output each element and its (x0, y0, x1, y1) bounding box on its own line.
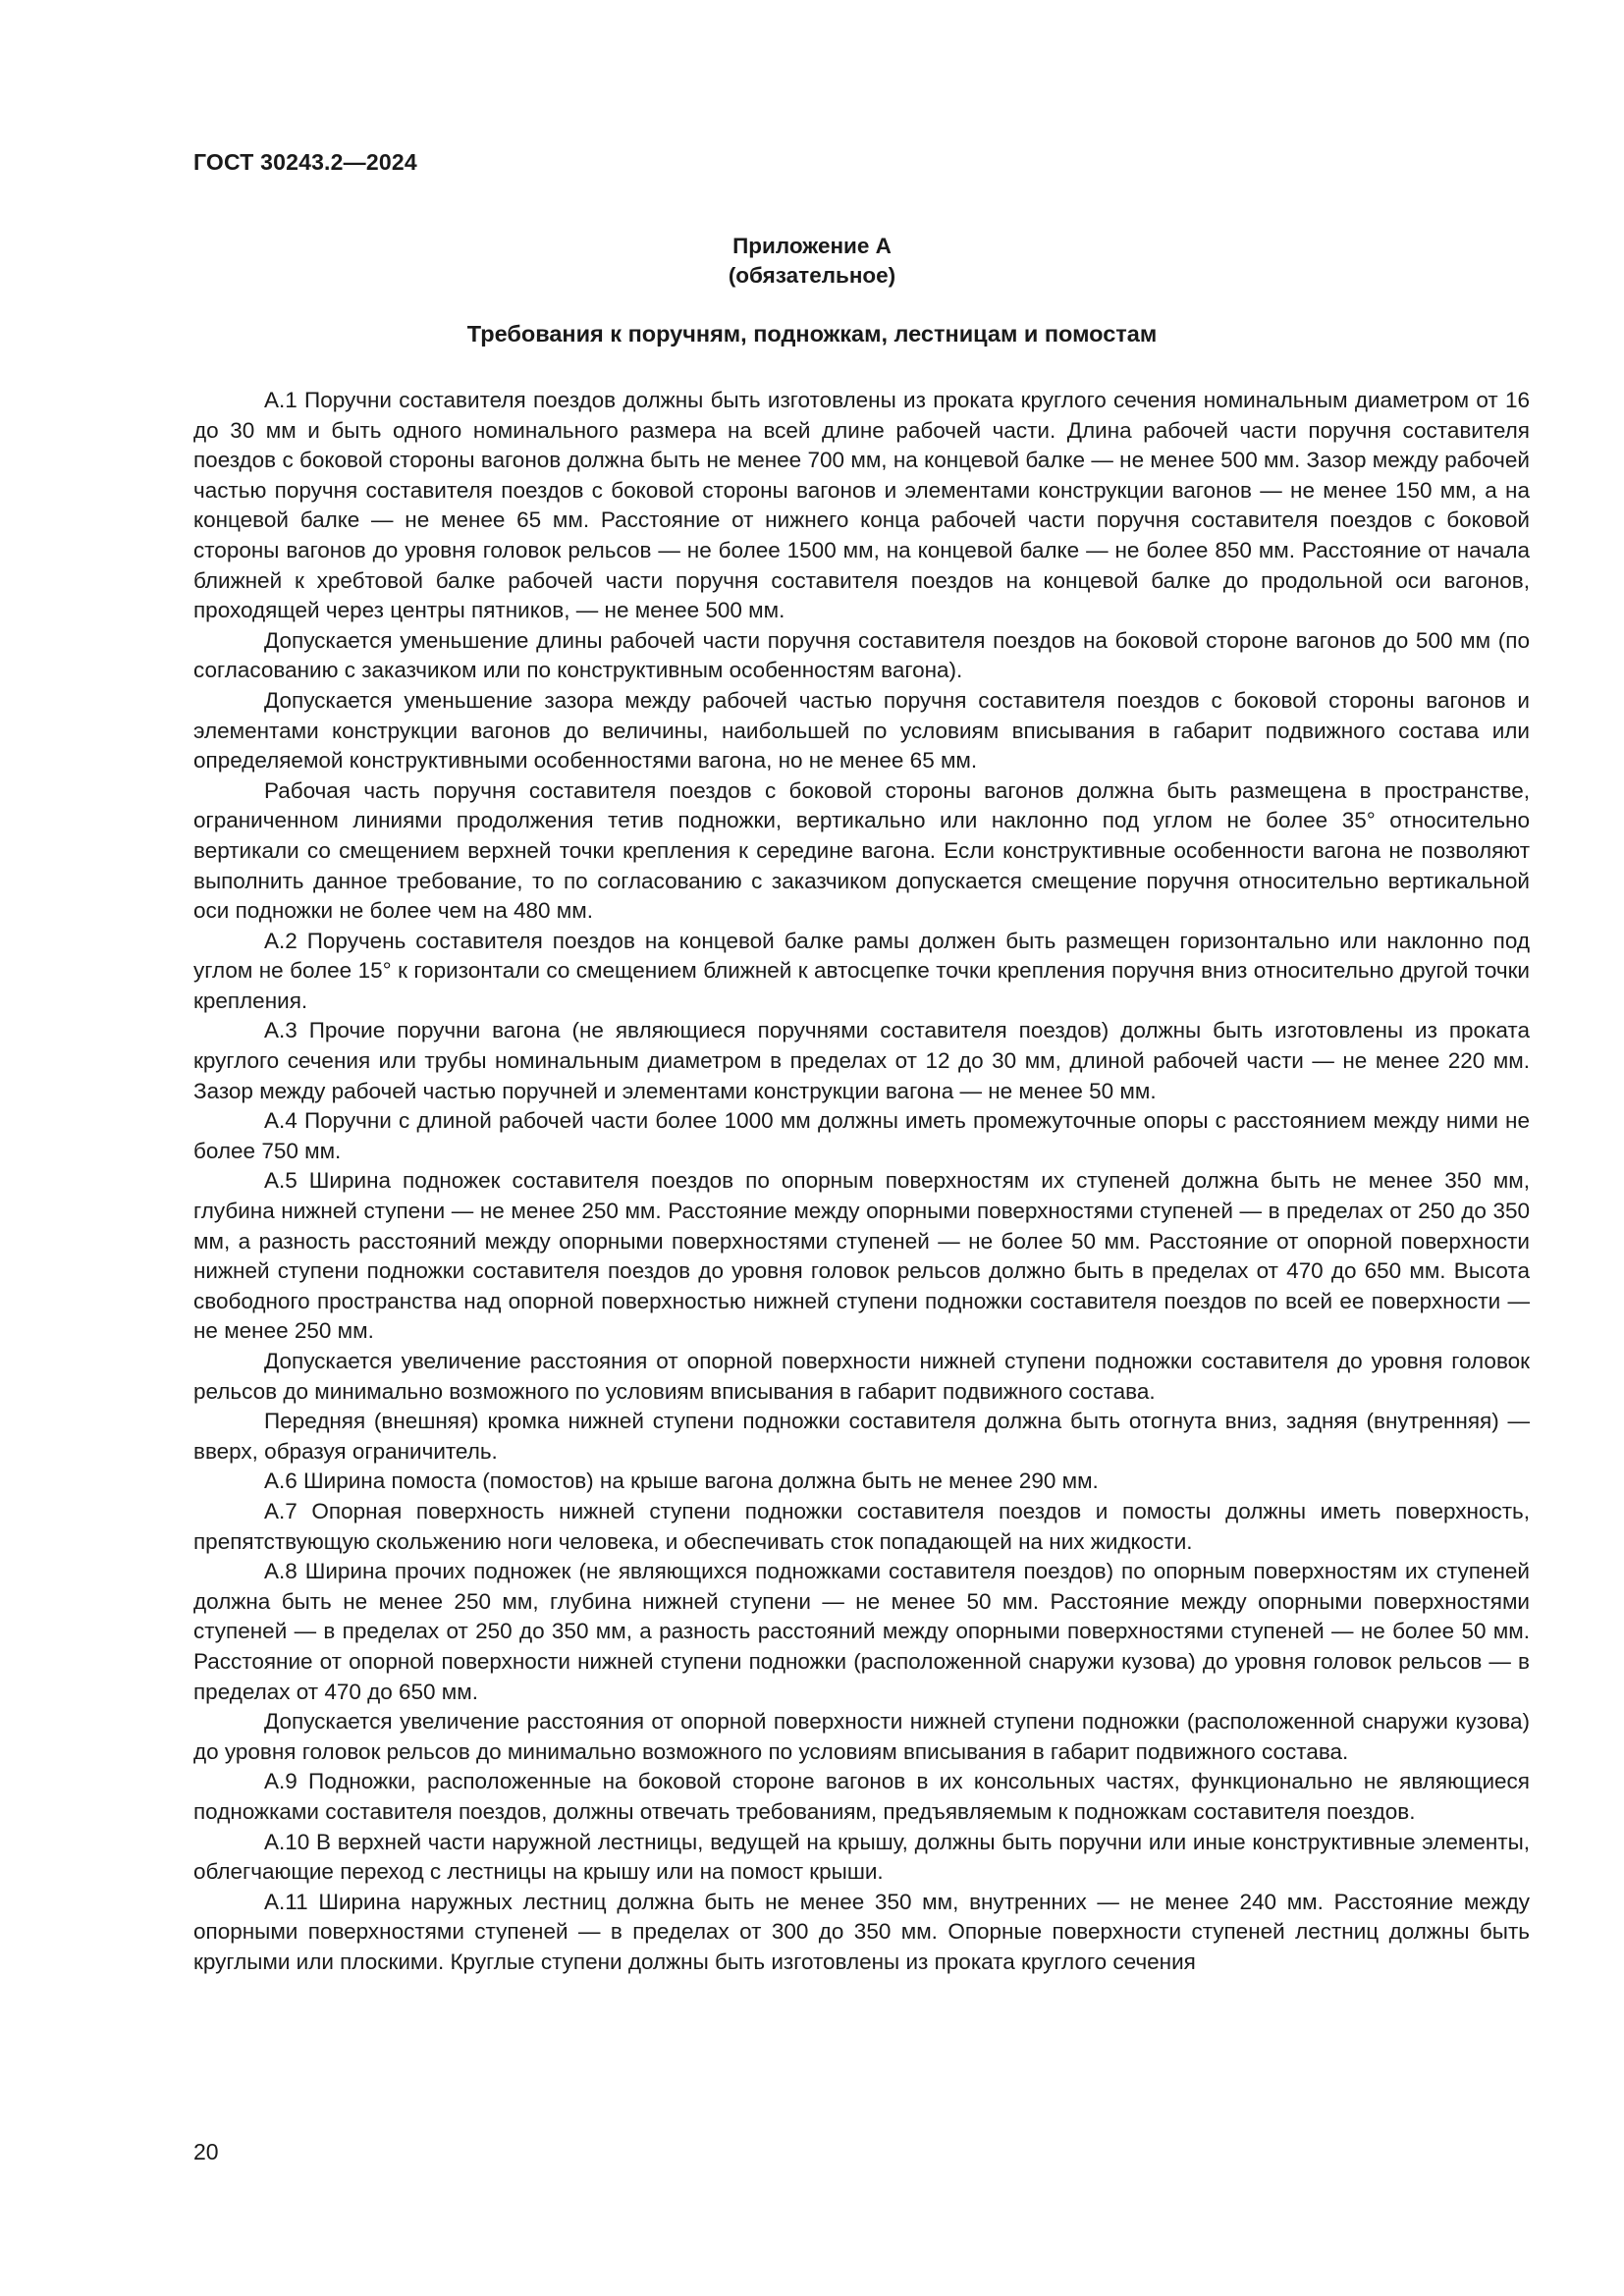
paragraph-a1-note-2: Допускается уменьшение зазора между рабочей частью поручня составителя поездов с боковой стороны вагонов и элементами конструкции вагонов до величины, наибольшей по условиям вписывания в габарит подвижного состава или определяемой конструктивными особенностями вагона, но не менее 65 мм. (193, 687, 1530, 774)
paragraph-a3: А.3 Прочие поручни вагона (не являющиеся поручнями составителя поездов) должны быть изготовлены из проката круглого сечения или трубы номинальным диаметром в пределах от 12 до 30 мм, длиной рабочей части — не менее 220 мм. Зазор между рабочей частью поручней и элементами конструкции вагона — не менее 50 мм. (193, 1018, 1530, 1103)
paragraph-a1: А.1 Поручни составителя поездов должны быть изготовлены из проката круглого сечения номинальным диаметром от 16 до 30 мм и быть одного номинального размера на всей длине рабочей части. Длина рабочей части поручня составителя поездов с боковой стороны вагонов должна быть не менее 700 мм, на концевой балке — не менее 500 мм. Зазор между рабочей частью поручня составителя поездов с боковой стороны вагонов и элементами конструкции вагонов — не менее 150 мм, а на концевой балке — не менее 65 мм. Расстояние от нижнего конца рабочей части поручня составителя поездов с боковой стороны вагонов до уровня головок рельсов — не более 1500 мм, на концевой балке — не более 850 мм. Расстояние от начала ближней к хребтовой балке рабочей части поручня составителя поездов на концевой балке до продольной оси вагонов, проходящей через центры пятников, — не менее 500 мм. (193, 388, 1530, 623)
appendix-title: Требования к поручням, подножкам, лестницам и помостам (466, 321, 1158, 347)
paragraph-a10: А.10 В верхней части наружной лестницы, ведущей на крышу, должны быть поручни или иные конструктивные элементы, облегчающие переход с лестницы на крышу или на помост крыши. (193, 1829, 1530, 1885)
paragraph-a1-note-1: Допускается уменьшение длины рабочей части поручня составителя поездов на боковой стороне вагонов до 500 мм (по согласованию с заказчиком или по конструктивным особенностям вагона). (193, 627, 1530, 683)
paragraph-a5-note-1: Допускается увеличение расстояния от опорной поверхности нижней ступени подножки составителя до уровня головок рельсов до минимально возможного по условиям вписывания в габарит подвижного состава. (193, 1349, 1530, 1404)
document-code: ГОСТ 30243.2—2024 (193, 149, 417, 175)
paragraph-a11: А.11 Ширина наружных лестниц должна быть не менее 350 мм, внутренних — не менее 240 мм. Расстояние между опорными поверхностями ступеней — в пределах от 300 до 350 мм. Опорные поверхности ступеней лестниц должны быть круглыми или плоскими. Круглые ступени должны быть изготовлены из проката круглого сечения (193, 1889, 1530, 1974)
paragraph-a8: А.8 Ширина прочих подножек (не являющихся подножками составителя поездов) по опорным поверхностям их ступеней должна быть не менее 250 мм, глубина нижней ступени — не менее 50 мм. Расстояние между опорными поверхностями ступеней — в пределах от 250 до 350 мм, а разность расстояний между опорными поверхностями ступеней — не более 50 мм. Расстояние от опорной поверхности нижней ступени подножки (расположенной снаружи кузова) до уровня головок рельсов — в пределах от 470 до 650 мм. (193, 1559, 1530, 1704)
paragraph-a4: А.4 Поручни с длиной рабочей части более 1000 мм должны иметь промежуточные опоры с расстоянием между ними не более 750 мм. (193, 1108, 1530, 1163)
body-text (193, 386, 1530, 1977)
appendix-status: (обязательное) (728, 263, 896, 288)
page-number: 20 (193, 2139, 219, 2164)
paragraph-a9: А.9 Подножки, расположенные на боковой стороне вагонов в их консольных частях, функционально не являющиеся подножками составителя поездов, должны отвечать требованиям, предъявляемым к подножкам составителя поездов. (193, 1769, 1530, 1824)
paragraph-a2: А.2 Поручень составителя поездов на концевой балке рамы должен быть размещен горизонтально или наклонно под углом не более 15° к горизонтали со смещением ближней к автосцепке точки крепления поручня вниз относительно другой точки крепления. (193, 928, 1530, 1013)
appendix-heading (193, 232, 1431, 291)
paragraph-a6: А.6 Ширина помоста (помостов) на крыше вагона должна быть не менее 290 мм. (264, 1468, 1099, 1494)
paragraph-a5-note-2: Передняя (внешняя) кромка нижней ступени подножки составителя должна быть отогнута вниз, задняя (внутренняя) — вверх, образуя ограничитель. (193, 1409, 1530, 1464)
paragraph-a1-note-3: Рабочая часть поручня составителя поездов с боковой стороны вагонов должна быть размещена в пространстве, ограниченном линиями продолжения тетив подножки, вертикально или наклонно под углом не более 35° относительно вертикали со смещением верхней точки крепления к середине вагона. Если конструктивные особенности вагона не позволяют выполнить данное требование, то по согласованию с заказчиком допускается смещение поручня относительно вертикальной оси подножки не более чем на 480 мм. (193, 777, 1530, 924)
paragraph-a8-note-1: Допускается увеличение расстояния от опорной поверхности нижней ступени подножки (расположенной снаружи кузова) до уровня головок рельсов до минимально возможного по условиям вписывания в габарит подвижного состава. (193, 1709, 1530, 1764)
paragraph-a7: А.7 Опорная поверхность нижней ступени подножки составителя поездов и помосты должны иметь поверхность, препятствующую скольжению ноги человека, и обеспечивать сток попадающей на них жидкости. (193, 1498, 1530, 1554)
paragraph-a5: А.5 Ширина подножек составителя поездов по опорным поверхностям их ступеней должна быть не менее 350 мм, глубина нижней ступени — не менее 250 мм. Расстояние между опорными поверхностями ступеней — в пределах от 250 до 350 мм, а разность расстояний между опорными поверхностями ступеней — не более 50 мм. Расстояние от опорной поверхности нижней ступени подножки составителя поездов до уровня головок рельсов должно быть в пределах от 470 до 650 мм. Высота свободного пространства над опорной поверхностью нижней ступени подножки составителя поездов по всей ее поверхности — не менее 250 мм. (193, 1168, 1530, 1344)
appendix-label: Приложение А (732, 234, 892, 258)
